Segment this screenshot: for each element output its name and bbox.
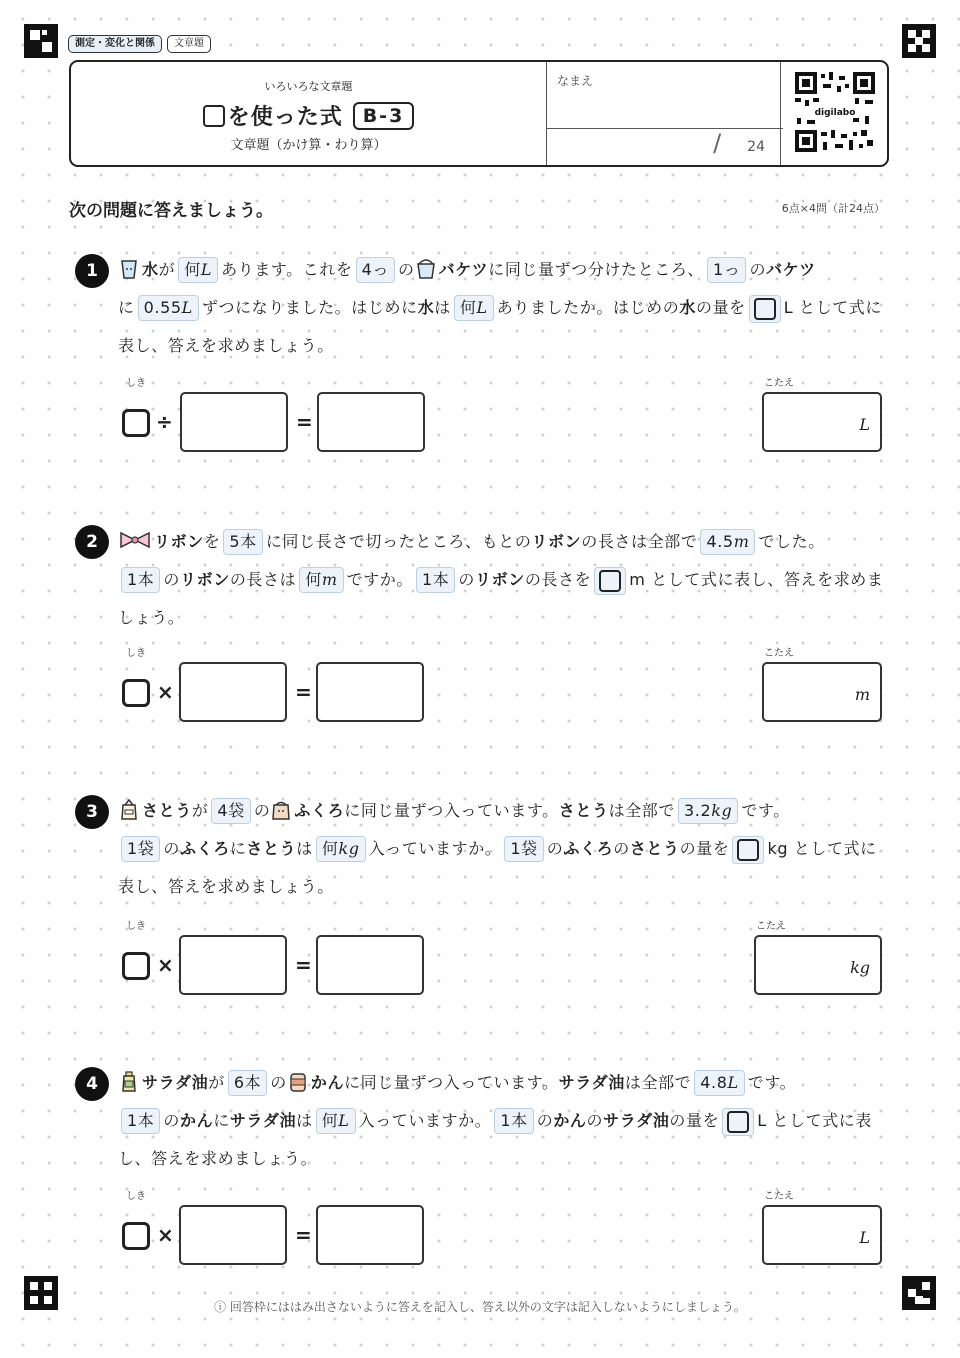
expression-input-3a[interactable] xyxy=(179,935,287,995)
shiki-label: しき xyxy=(126,921,146,932)
variable-square-icon xyxy=(122,409,150,437)
unit-label: m xyxy=(854,685,870,704)
count-box: 4袋 xyxy=(211,798,250,824)
svg-text:digilabo: digilabo xyxy=(814,108,856,118)
tag-category: 測定・変化と関係 xyxy=(68,35,162,53)
variable-square xyxy=(749,295,781,323)
equals-operator: = xyxy=(296,410,313,434)
answer-unknown-box: 何L xyxy=(178,257,218,283)
variable-square-icon xyxy=(122,1222,150,1250)
count-box: 1本 xyxy=(121,1108,160,1134)
answer-input-1[interactable] xyxy=(762,392,882,452)
qr-section xyxy=(780,62,887,165)
kotae-label: こたえ xyxy=(764,378,794,389)
answer-unknown-box: 何L xyxy=(316,1108,356,1134)
answer-input-4[interactable] xyxy=(762,1205,882,1265)
total-points: 24 xyxy=(747,139,765,155)
expression-input-4b[interactable] xyxy=(316,1205,424,1265)
blank-square-icon xyxy=(203,105,225,127)
count-box: 1っ xyxy=(707,257,746,283)
worksheet-title-text: を使った式 xyxy=(227,105,343,130)
info-icon: ⓘ xyxy=(214,1300,227,1314)
worksheet-header xyxy=(69,60,889,167)
expression-input-2b[interactable] xyxy=(316,662,424,722)
unit-label: L xyxy=(859,1228,870,1247)
variable-square-icon xyxy=(122,952,150,980)
kotae-label: こたえ xyxy=(764,648,794,659)
kotae-label: こたえ xyxy=(764,1191,794,1202)
multiply-operator: × xyxy=(157,953,174,977)
variable-square xyxy=(594,567,626,595)
answer-unknown-box: 何kg xyxy=(316,836,366,862)
unit-label: L xyxy=(859,415,870,434)
multiply-operator: × xyxy=(157,1223,174,1247)
bag-icon xyxy=(270,799,292,821)
variable-square xyxy=(722,1108,754,1136)
footer-text: 回答枠にははみ出さないように答えを記入し、答え以外の文字は記入しないようにしましょう。 xyxy=(229,1300,746,1314)
corner-marker-top-left xyxy=(24,24,58,58)
count-box: 1袋 xyxy=(121,836,160,862)
shiki-label: しき xyxy=(126,378,146,389)
question-number-4: 4 xyxy=(75,1067,109,1101)
ribbon-icon xyxy=(118,530,152,552)
count-box: 1袋 xyxy=(504,836,543,862)
qr-code-icon xyxy=(795,72,875,152)
answer-unknown-box: 何L xyxy=(454,295,494,321)
bucket-icon xyxy=(415,258,437,280)
equals-operator: = xyxy=(295,1223,312,1247)
count-box: 1本 xyxy=(494,1108,533,1134)
expression-input-1b[interactable] xyxy=(317,392,425,452)
question-number-1: 1 xyxy=(75,254,109,288)
shiki-label: しき xyxy=(126,1191,146,1202)
category-tags xyxy=(68,35,211,53)
count-box: 6本 xyxy=(228,1070,267,1096)
multiply-operator: × xyxy=(157,680,174,704)
points-note: 6点×4問（計24点） xyxy=(781,202,885,215)
question-text-2: リボンを 5本 に同じ長さで切ったところ、もとのリボンの長さは全部で 4.5m でした。 1本 のリボンの長さは 何m ですか。 1本 のリボンの長さを m として式に表し、答えを求めましょう。 xyxy=(118,523,890,637)
divide-operator: ÷ xyxy=(156,410,173,434)
answer-input-2[interactable] xyxy=(762,662,882,722)
count-box: 1本 xyxy=(121,567,160,593)
question-text-1: 水が 何L あります。これを 4っ の バケツに同じ量ずつ分けたところ、 1っ のバケツ に 0.55L ずつになりました。はじめに水は 何L ありましたか。はじめの水の量を L として式に表し、答えを求めましょう。 xyxy=(118,251,890,365)
water-glass-icon xyxy=(118,258,140,280)
count-box: 1本 xyxy=(416,567,455,593)
answer-input-3[interactable] xyxy=(754,935,882,995)
value-box: 0.55L xyxy=(138,295,199,321)
variable-square xyxy=(732,836,764,864)
name-label: なまえ xyxy=(557,74,594,88)
kotae-label: こたえ xyxy=(756,921,786,932)
equals-operator: = xyxy=(295,953,312,977)
name-section xyxy=(546,62,783,165)
expression-input-2a[interactable] xyxy=(179,662,287,722)
corner-marker-top-right xyxy=(902,24,936,58)
shiki-label: しき xyxy=(126,648,146,659)
equals-operator: = xyxy=(295,680,312,704)
oil-bottle-icon xyxy=(118,1071,140,1093)
can-icon xyxy=(287,1071,309,1093)
worksheet-title xyxy=(203,100,343,131)
value-box: 3.2kg xyxy=(678,798,738,824)
score-field: / 24 xyxy=(713,129,765,157)
variable-square-icon xyxy=(122,679,150,707)
value-box: 4.8L xyxy=(694,1070,744,1096)
tag-type: 文章題 xyxy=(167,35,211,53)
count-box: 4っ xyxy=(356,257,395,283)
question-number-3: 3 xyxy=(75,795,109,829)
expression-input-4a[interactable] xyxy=(179,1205,287,1265)
worksheet-description: 文章題（かけ算・わり算） xyxy=(230,138,387,153)
unit-label: kg xyxy=(850,958,870,977)
answer-unknown-box: 何m xyxy=(299,567,343,593)
expression-input-1a[interactable] xyxy=(180,392,288,452)
footer-note xyxy=(0,1298,960,1315)
title-area xyxy=(71,62,546,165)
question-text-3: さとうが 4袋 の ふくろに同じ量ずつ入っています。さとうは全部で 3.2kg です。 1袋 のふくろにさとうは 何kg 入っていますか。 1袋 のふくろのさとうの量を kg として式に表し、答えを求めましょう。 xyxy=(118,792,890,906)
expression-input-3b[interactable] xyxy=(316,935,424,995)
value-box: 4.5m xyxy=(700,529,755,555)
worksheet-code: B-3 xyxy=(353,102,415,130)
question-number-2: 2 xyxy=(75,525,109,559)
worksheet-subtitle: いろいろな文章題 xyxy=(264,80,353,93)
sugar-icon xyxy=(118,799,140,821)
question-text-4: サラダ油が 6本 の かんに同じ量ずつ入っています。サラダ油は全部で 4.8L です。 1本 のかんにサラダ油は 何L 入っていますか。 1本 のかんのサラダ油の量を L として式に表し、答えを求めましょう。 xyxy=(118,1064,890,1178)
instruction-text: 次の問題に答えましょう。 xyxy=(69,201,273,221)
count-box: 5本 xyxy=(223,529,262,555)
